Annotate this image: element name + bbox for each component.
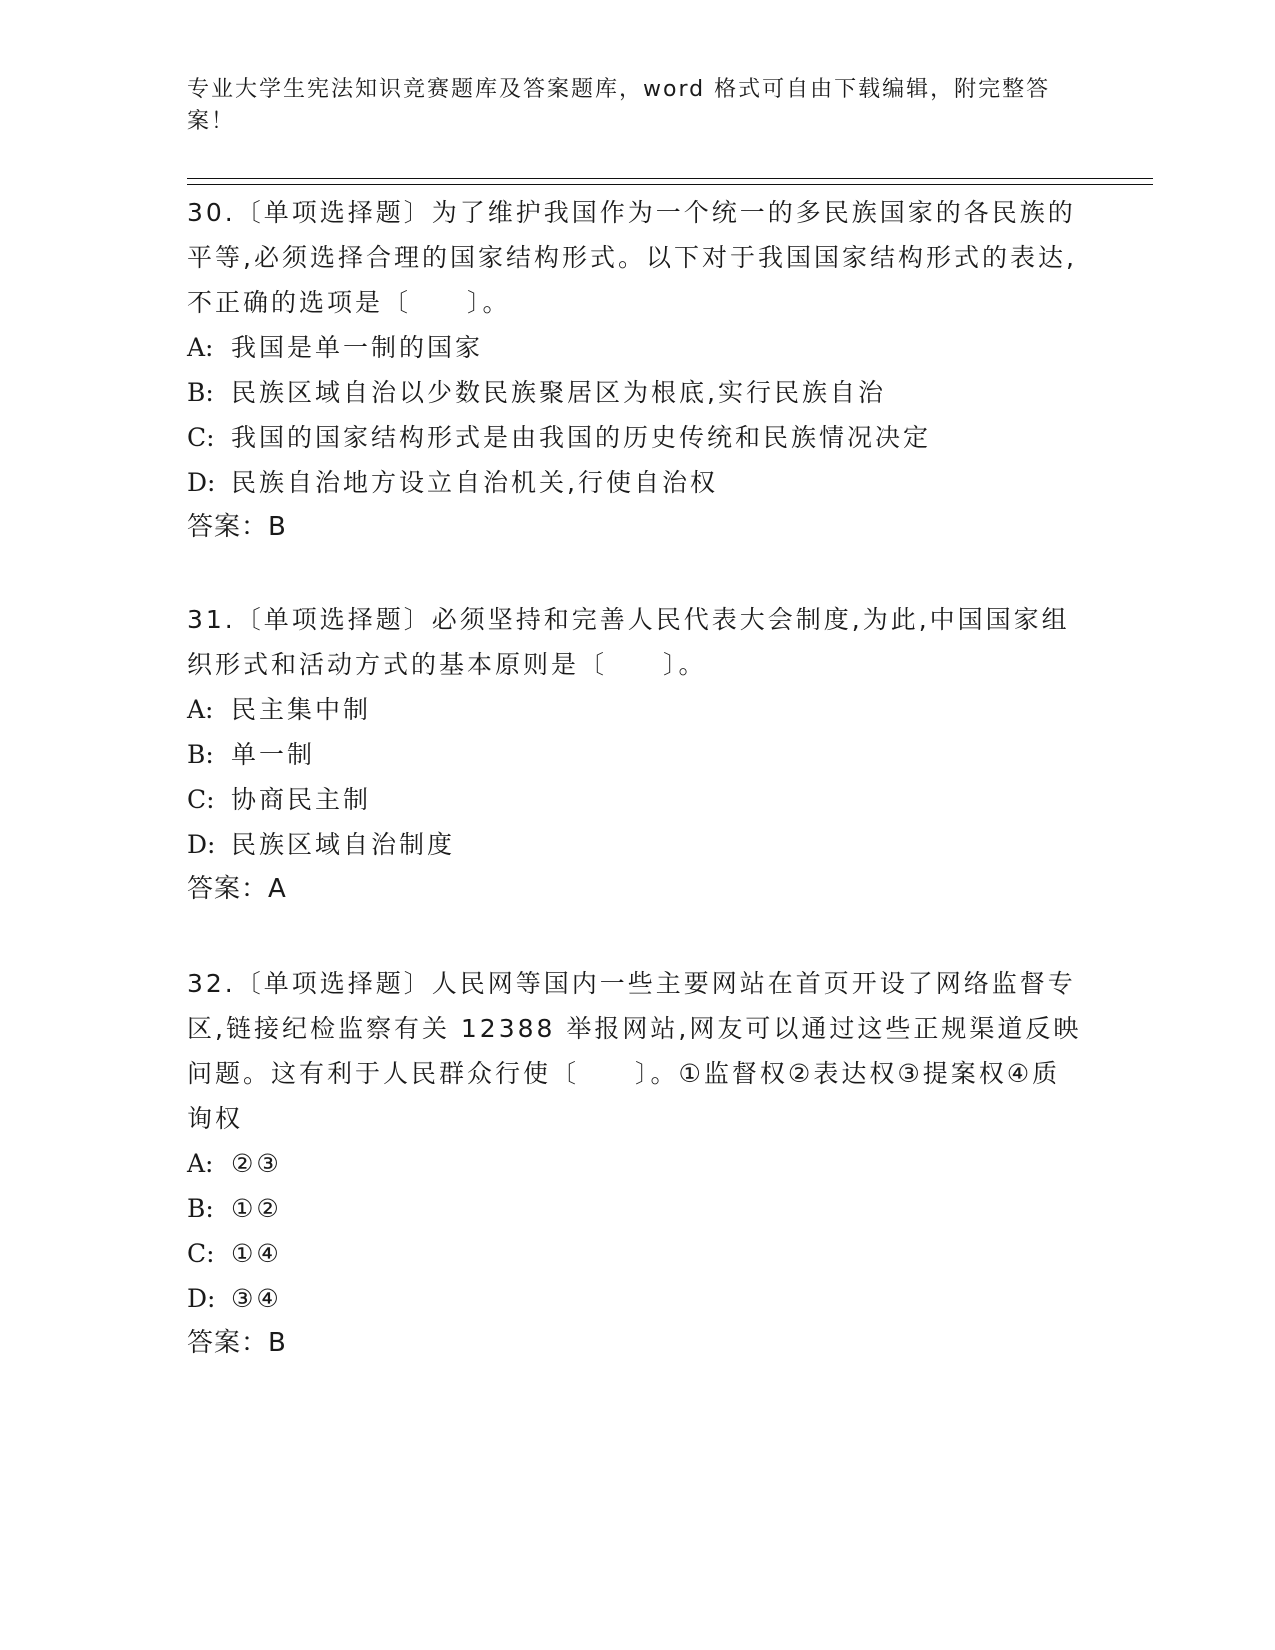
- option-d: [187, 822, 1087, 867]
- option-c: [187, 415, 1087, 460]
- option-text: 民族区域自治以少数民族聚居区为根底,实行民族自治: [231, 378, 886, 407]
- header-divider-top: [187, 178, 1153, 179]
- question-31: [187, 597, 1087, 912]
- header-divider-bottom: [187, 184, 1153, 185]
- option-text: ①④: [231, 1239, 282, 1268]
- option-a: [187, 687, 1087, 732]
- option-c: [187, 777, 1087, 822]
- option-label: B:: [187, 740, 214, 769]
- option-b: [187, 732, 1087, 777]
- option-b: [187, 1186, 1087, 1231]
- question-text: 31.〔单项选择题〕必须坚持和完善人民代表大会制度,为此,中国国家组织形式和活动方式的基本原则是〔 〕。: [187, 605, 1070, 679]
- option-text: 民主集中制: [231, 695, 372, 724]
- option-c: [187, 1231, 1087, 1276]
- option-text: 我国的国家结构形式是由我国的历史传统和民族情况决定: [231, 423, 932, 452]
- option-label: B:: [187, 378, 214, 407]
- option-label: A:: [187, 695, 214, 724]
- document-header: 专业大学生宪法知识竞赛题库及答案题库，word 格式可自由下载编辑，附完整答案！: [187, 77, 1051, 134]
- option-b: [187, 370, 1087, 415]
- option-label: A:: [187, 333, 214, 362]
- answer-line: 答案：A: [187, 874, 287, 904]
- option-a: [187, 1141, 1087, 1186]
- answer-line: 答案：B: [187, 512, 287, 542]
- option-text: ③④: [231, 1284, 282, 1313]
- option-text: 协商民主制: [231, 785, 372, 814]
- option-d: [187, 1276, 1087, 1321]
- option-text: ②③: [231, 1149, 282, 1178]
- option-text: 我国是单一制的国家: [231, 333, 484, 362]
- option-label: D:: [187, 468, 216, 497]
- option-label: B:: [187, 1194, 214, 1223]
- option-a: [187, 325, 1087, 370]
- option-label: C:: [187, 423, 215, 452]
- question-text: 32.〔单项选择题〕人民网等国内一些主要网站在首页开设了网络监督专区,链接纪检监察有关 12388 举报网站,网友可以通过这些正规渠道反映问题。这有利于人民群众行使〔 〕。①监督权②表达权③提案权④质询权: [187, 969, 1082, 1133]
- question-32: [187, 961, 1087, 1366]
- option-text: 民族自治地方设立自治机关,行使自治权: [231, 468, 718, 497]
- option-d: [187, 460, 1087, 505]
- question-text: 30.〔单项选择题〕为了维护我国作为一个统一的多民族国家的各民族的平等,必须选择合理的国家结构形式。以下对于我国国家结构形式的表达,不正确的选项是〔 〕。: [187, 198, 1077, 317]
- option-text: ①②: [231, 1194, 282, 1223]
- option-label: C:: [187, 1239, 215, 1268]
- option-label: D:: [187, 830, 216, 859]
- question-30: [187, 190, 1087, 550]
- answer-line: 答案：B: [187, 1328, 287, 1358]
- option-label: D:: [187, 1284, 216, 1313]
- option-text: 民族区域自治制度: [231, 830, 456, 859]
- option-text: 单一制: [231, 740, 316, 769]
- option-label: C:: [187, 785, 215, 814]
- option-label: A:: [187, 1149, 214, 1178]
